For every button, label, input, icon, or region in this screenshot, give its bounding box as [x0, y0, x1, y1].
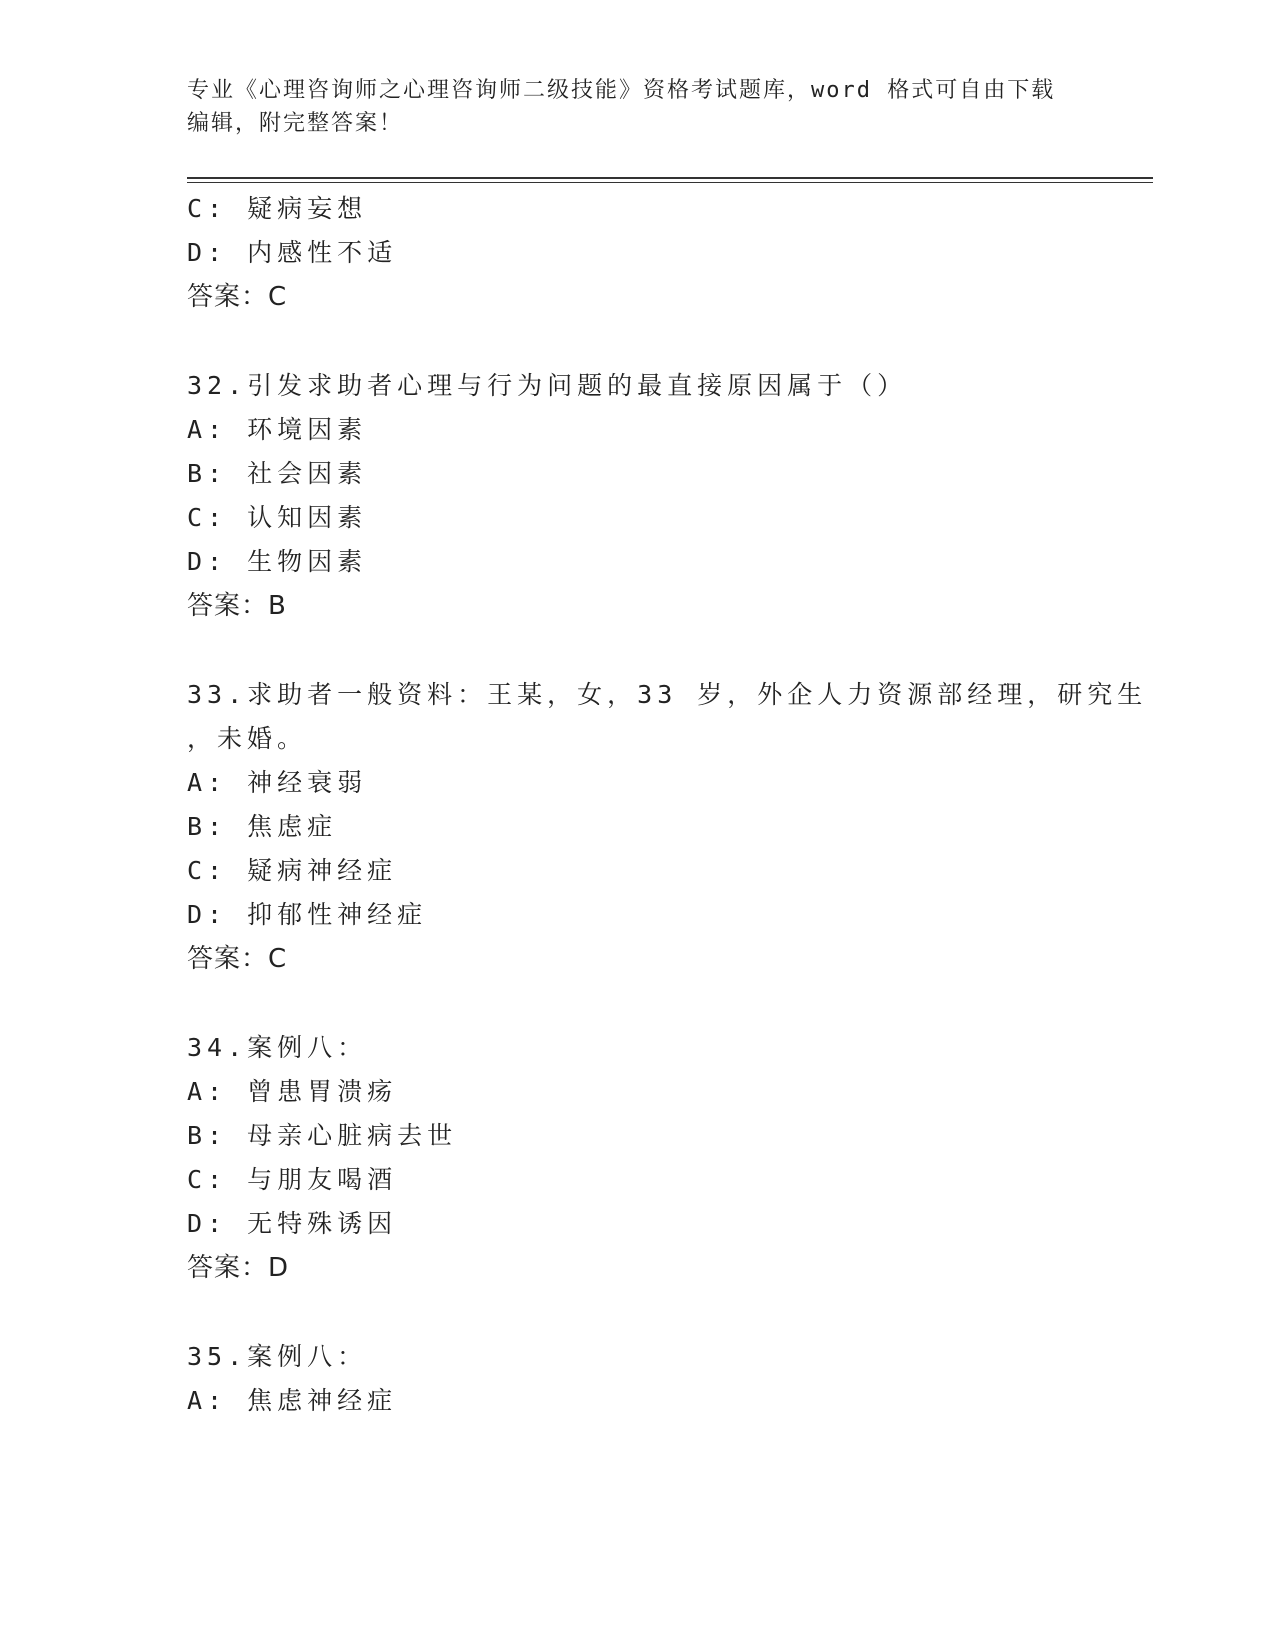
- q34-stem: 34.案例八：: [187, 1033, 368, 1062]
- prev-answer: 答案：C: [187, 282, 288, 312]
- prev-option-d: D: 内感性不适: [187, 238, 398, 267]
- header-divider-thick: [187, 177, 1153, 179]
- q32-option-d: D: 生物因素: [187, 547, 368, 576]
- header-divider-thin: [187, 182, 1153, 183]
- q32-stem: 32.引发求助者心理与行为问题的最直接原因属于（）: [187, 371, 908, 400]
- header-line-1: 专业《心理咨询师之心理咨询师二级技能》资格考试题库，word 格式可自由下载: [187, 78, 1056, 103]
- q35-stem: 35.案例八：: [187, 1342, 368, 1371]
- q33-option-c: C: 疑病神经症: [187, 856, 398, 885]
- q33-option-b: B: 焦虑症: [187, 812, 338, 841]
- q34-option-d: D: 无特殊诱因: [187, 1209, 398, 1238]
- q34-answer: 答案：D: [187, 1253, 290, 1283]
- q33-option-a: A: 神经衰弱: [187, 768, 368, 797]
- q32-answer: 答案：B: [187, 591, 287, 621]
- prev-option-c: C: 疑病妄想: [187, 194, 368, 223]
- q32-option-b: B: 社会因素: [187, 459, 368, 488]
- header-text: [187, 74, 1087, 140]
- q32-option-a: A: 环境因素: [187, 415, 368, 444]
- header-line-2: 编辑，附完整答案！: [187, 111, 404, 136]
- q33-answer: 答案：C: [187, 944, 288, 974]
- q33-stem-line-1: 33.求助者一般资料：王某，女，33 岁，外企人力资源部经理，研究生: [187, 680, 1148, 709]
- q32-option-c: C: 认知因素: [187, 503, 368, 532]
- q34-option-b: B: 母亲心脏病去世: [187, 1121, 458, 1150]
- q34-option-c: C: 与朋友喝酒: [187, 1165, 398, 1194]
- q33-stem-line-2: ，未婚。: [187, 724, 308, 753]
- q33-option-d: D: 抑郁性神经症: [187, 900, 428, 929]
- q34-option-a: A: 曾患胃溃疡: [187, 1077, 398, 1106]
- q35-option-a: A: 焦虑神经症: [187, 1386, 398, 1415]
